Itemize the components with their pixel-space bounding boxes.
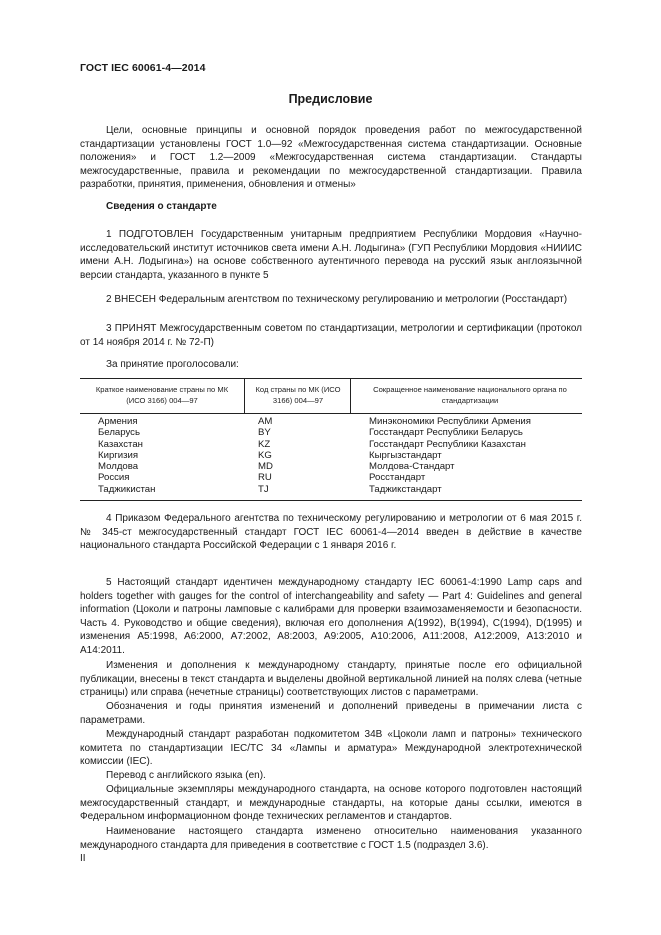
table-cell-code: RU [258, 472, 272, 484]
table-cell-code: MD [258, 461, 273, 473]
table-cell-code: BY [258, 427, 271, 439]
item-2-paragraph: 2 ВНЕСЕН Федеральным агентством по техническому регулированию и метрологии (Росстандарт) [106, 294, 568, 305]
table-column-countries [98, 416, 155, 495]
page-title: Предисловие [288, 92, 373, 106]
table-cell-country: Беларусь [98, 427, 140, 439]
table-cell-body: Минэкономики Республики Армения [369, 416, 531, 427]
item-5-paragraph: 5 Настоящий стандарт идентичен международному стандарту IEC 60061-4:1990 Lamp caps and holders together with gauges for the control of interchangeability and safety — Part 4: Guidelines and general information (Цоколи и патроны ламповые с калибрами для проверки взаимозаменяемости и безопасности. Часть 4. Руководство и общие сведения), включая его дополнения A(1992), B(1994), C(1994), D(1995) и изменения A5:1998, A6:2000, A7:2002, A8:2003, A9:2005, A10:2006, A11:2008, A12:2009, A13:2010 и A14:2011. [80, 577, 582, 656]
table-cell-body: Таджикстандарт [369, 483, 442, 495]
intro-paragraph: Цели, основные принципы и основной порядок проведения работ по межгосударственной стандартизации установлены ГОСТ 1.0—92 «Межгосударственная система стандартизации. Основные положения» и ГОСТ 1.2—2009 «Межгосударственная система стандартизации. Стандарты межгосударственные, правила и рекомендации по межгосударственной стандартизации. Правила разработки, принятия, применения, обновления и отмены» [80, 125, 582, 191]
table-cell-code: KZ [258, 438, 271, 450]
item-3-paragraph: 3 ПРИНЯТ Межгосударственным советом по стандартизации, метрологии и сертификации (протокол от 14 ноября 2014 г. № 72-П) [80, 323, 582, 348]
table-cell-country: Россия [98, 472, 130, 484]
table-header-divider [80, 413, 582, 414]
standard-info-heading: Сведения о стандарте [106, 201, 217, 212]
table-header-body: Сокращенное наименование национального органа по стандартизации [373, 385, 567, 405]
item-4-paragraph: 4 Приказом Федерального агентства по техническому регулированию и метрологии от 6 мая 2015 г. № 345-ст межгосударственный стандарт ГОСТ IEC 60061-4—2014 введен в действие в качестве национального стандарта Российской Федерации с 1 января 2016 г. [80, 513, 582, 552]
table-cell-code: AM [258, 416, 273, 427]
table-cell-code: TJ [258, 483, 269, 495]
page-number: II [80, 853, 86, 864]
table-cell-body: Госстандарт Республики Казахстан [369, 438, 526, 450]
table-cell-body: Госстандарт Республики Беларусь [369, 427, 523, 439]
table-column-divider [350, 379, 351, 413]
table-cell-code: KG [258, 449, 272, 461]
designations-paragraph: Обозначения и годы принятия изменений и дополнений приведены в примечании листа с параметрами. [80, 701, 582, 726]
table-cell-country: Армения [98, 416, 138, 427]
table-column-divider [244, 379, 245, 413]
table-cell-country: Молдова [98, 461, 139, 473]
voting-table [80, 378, 582, 501]
table-cell-country: Таджикистан [98, 483, 156, 495]
table-header-country: Краткое наименование страны по МК (ИСО 3166) 004—97 [95, 385, 229, 405]
voted-label: За принятие проголосовали: [106, 359, 239, 370]
name-changed-paragraph: Наименование настоящего стандарта изменено относительно наименования указанного международного стандарта для приведения в соответствие с ГОСТ 1.5 (подраздел 3.6). [80, 826, 582, 851]
official-copies-paragraph: Официальные экземпляры международного стандарта, на основе которого подготовлен настоящий межгосударственный стандарт, и международные стандарты, на которые даны ссылки, имеются в Федеральном информационном фонде технических регламентов и стандартов. [80, 784, 582, 823]
table-column-bodies [369, 416, 531, 495]
developed-paragraph: Международный стандарт разработан подкомитетом 34B «Цоколи ламп и патроны» технического комитета по стандартизации IEC/TC 34 «Лампы и арматура» Международной электротехнической комиссии (IEC). [80, 729, 582, 768]
table-header-code: Код страны по МК (ИСО 3166) 004—97 [255, 385, 341, 405]
table-cell-country: Киргизия [98, 449, 139, 461]
table-cell-country: Казахстан [98, 438, 143, 450]
item-1-paragraph: 1 ПОДГОТОВЛЕН Государственным унитарным предприятием Республики Мордовия «Научно-исследовательский институт источников света имени А.Н. Лодыгина» (ГУП Республики Мордовия «НИИИС имени А.Н. Лодыгина») на основе собственного аутентичного перевода на русский язык англоязычной версии стандарта, указанного в пункте 5 [80, 229, 582, 281]
document-id-header: ГОСТ IEC 60061-4—2014 [80, 62, 206, 74]
table-cell-body: Росстандарт [369, 472, 426, 484]
table-cell-body: Кыргызстандарт [369, 449, 442, 461]
translation-paragraph: Перевод с английского языка (en). [106, 770, 266, 781]
changes-paragraph: Изменения и дополнения к международному стандарту, принятые после его официальной публикации, внесены в текст стандарта и выделены двойной вертикальной линией на полях слева (четные страницы) или справа (нечетные страницы) соответствующих листов с параметрами. [80, 660, 582, 699]
table-cell-body: Молдова-Стандарт [369, 461, 455, 473]
table-column-codes [258, 416, 273, 495]
